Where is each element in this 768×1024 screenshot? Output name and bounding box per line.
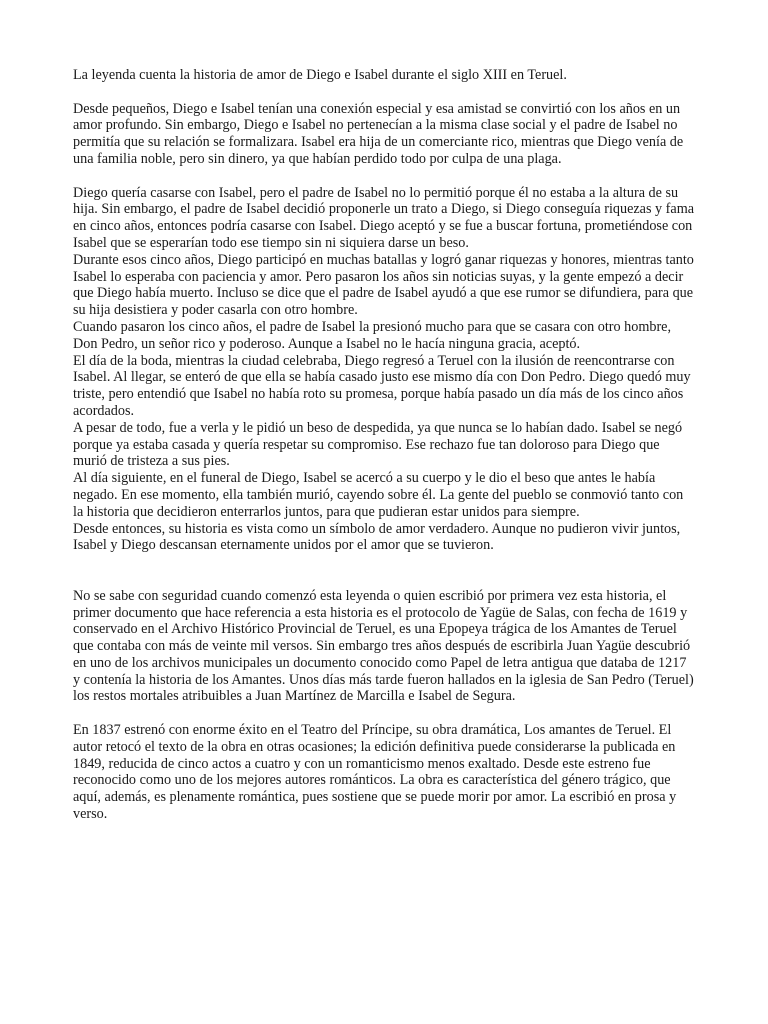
paragraph-spacer	[73, 705, 695, 722]
play-paragraph: En 1837 estrenó con enorme éxito en el Teatro del Príncipe, su obra dramática, Los amantes de Teruel. El autor retocó el texto de la obra en otras ocasiones; la edición definitiva puede considerarse la publicada en 1849, reducida de cinco actos a cuatro y con un romanticismo menos exaltado. Desde este estreno fue reconocido como uno de los mejores autores románticos. La obra es característica del género trágico, que aquí, además, es plenamente romántica, pues sostiene que se puede morir por amor. La escribió en prosa y verso.	[73, 722, 677, 823]
marriage-paragraph: Cuando pasaron los cinco años, el padre de Isabel la presionó mucho para que se casara con otro hombre, Don Pedro, un señor rico y poderoso. Aunque a Isabel no le hacía ninguna gracia, aceptó.	[73, 318, 672, 352]
farewell-kiss-paragraph: A pesar de todo, fue a verla y le pidió un beso de despedida, ya que nunca se lo habían dado. Isabel se negó porque ya estaba casada y quería respetar su compromiso. Ese rechazo fue tan doloroso para Diego que murió de tristeza a sus pies.	[73, 419, 683, 470]
five-years-paragraph: Durante esos cinco años, Diego participó en muchas batallas y logró ganar riquezas y honores, mientras tanto Isabel lo esperaba con paciencia y amor. Pero pasaron los años sin noticias suyas, y la gente empezó a decir que Diego había muerto. Incluso se dice que el padre de Isabel ayudó a que ese rumor se difundiera, para que su hija desistiera y poder casarla con otro hombre.	[73, 251, 694, 319]
origin-paragraph: No se sabe con seguridad cuando comenzó esta leyenda o quien escribió por primera vez esta historia, el primer documento que hace referencia a esta historia es el protocolo de Yagüe de Salas, con fecha de 1619 y conservado en el Archivo Histórico Provincial de Teruel, es una Epopeya trágica de los Amantes de Teruel que contaba con más de veinte mil versos. Sin embargo tres años después de escribirla Juan Yagüe descubrió en uno de los archivos municipales un documento conocido como Papel de letra antigua que databa de 1217 y contenía la historia de los Amantes. Unos días más tarde fueron hallados en la iglesia de San Pedro (Teruel) los restos mortales atribuibles a Juan Martínez de Marcilla e Isabel de Segura.	[73, 587, 694, 705]
symbol-paragraph: Desde entonces, su historia es vista como un símbolo de amor verdadero. Aunque no pudieron vivir juntos, Isabel y Diego descansan eternamente unidos por el amor que se tuvieron.	[73, 520, 681, 554]
deal-paragraph: Diego quería casarse con Isabel, pero el padre de Isabel no lo permitió porque él no estaba a la altura de su hija. Sin embargo, el padre de Isabel decidió proponerle un trato a Diego, si Diego conseguía riquezas y fama en cinco años, entonces podría casarse con Isabel. Diego aceptó y se fue a buscar fortuna, prometiéndose con Isabel que se esperarían todo ese tiempo sin ni siquiera darse un beso.	[73, 184, 695, 251]
childhood-paragraph: Desde pequeños, Diego e Isabel tenían una conexión especial y esa amistad se convirtió con los años en un amor profundo. Sin embargo, Diego e Isabel no pertenecían a la misma clase social y el padre de Isabel no permitía que su relación se formalizara. Isabel era hija de un comerciante rico, mientras que Diego venía de una familia noble, pero sin dinero, ya que habían perdido todo por culpa de una plaga.	[73, 100, 684, 167]
document-page	[73, 67, 695, 823]
section-spacer	[73, 554, 695, 588]
paragraph-spacer	[73, 168, 695, 185]
intro-paragraph: La leyenda cuenta la historia de amor de Diego e Isabel durante el siglo XIII en Teruel.	[73, 67, 567, 83]
funeral-paragraph: Al día siguiente, en el funeral de Diego, Isabel se acercó a su cuerpo y le dio el beso que antes le había negado. En ese momento, ella también murió, cayendo sobre él. La gente del pueblo se conmovió tanto con la historia que decidieron enterrarlos juntos, para que pudieran estar unidos para siempre.	[73, 470, 684, 520]
wedding-day-paragraph: El día de la boda, mientras la ciudad celebraba, Diego regresó a Teruel con la ilusión de reencontrarse con Isabel. Al llegar, se enteró de que ella se había casado justo ese mismo día con Don Pedro. Diego quedó muy triste, pero entendió que Isabel no había roto su promesa, porque había pasado un día más de los cinco años acordados.	[73, 352, 691, 419]
paragraph-spacer	[73, 84, 695, 101]
